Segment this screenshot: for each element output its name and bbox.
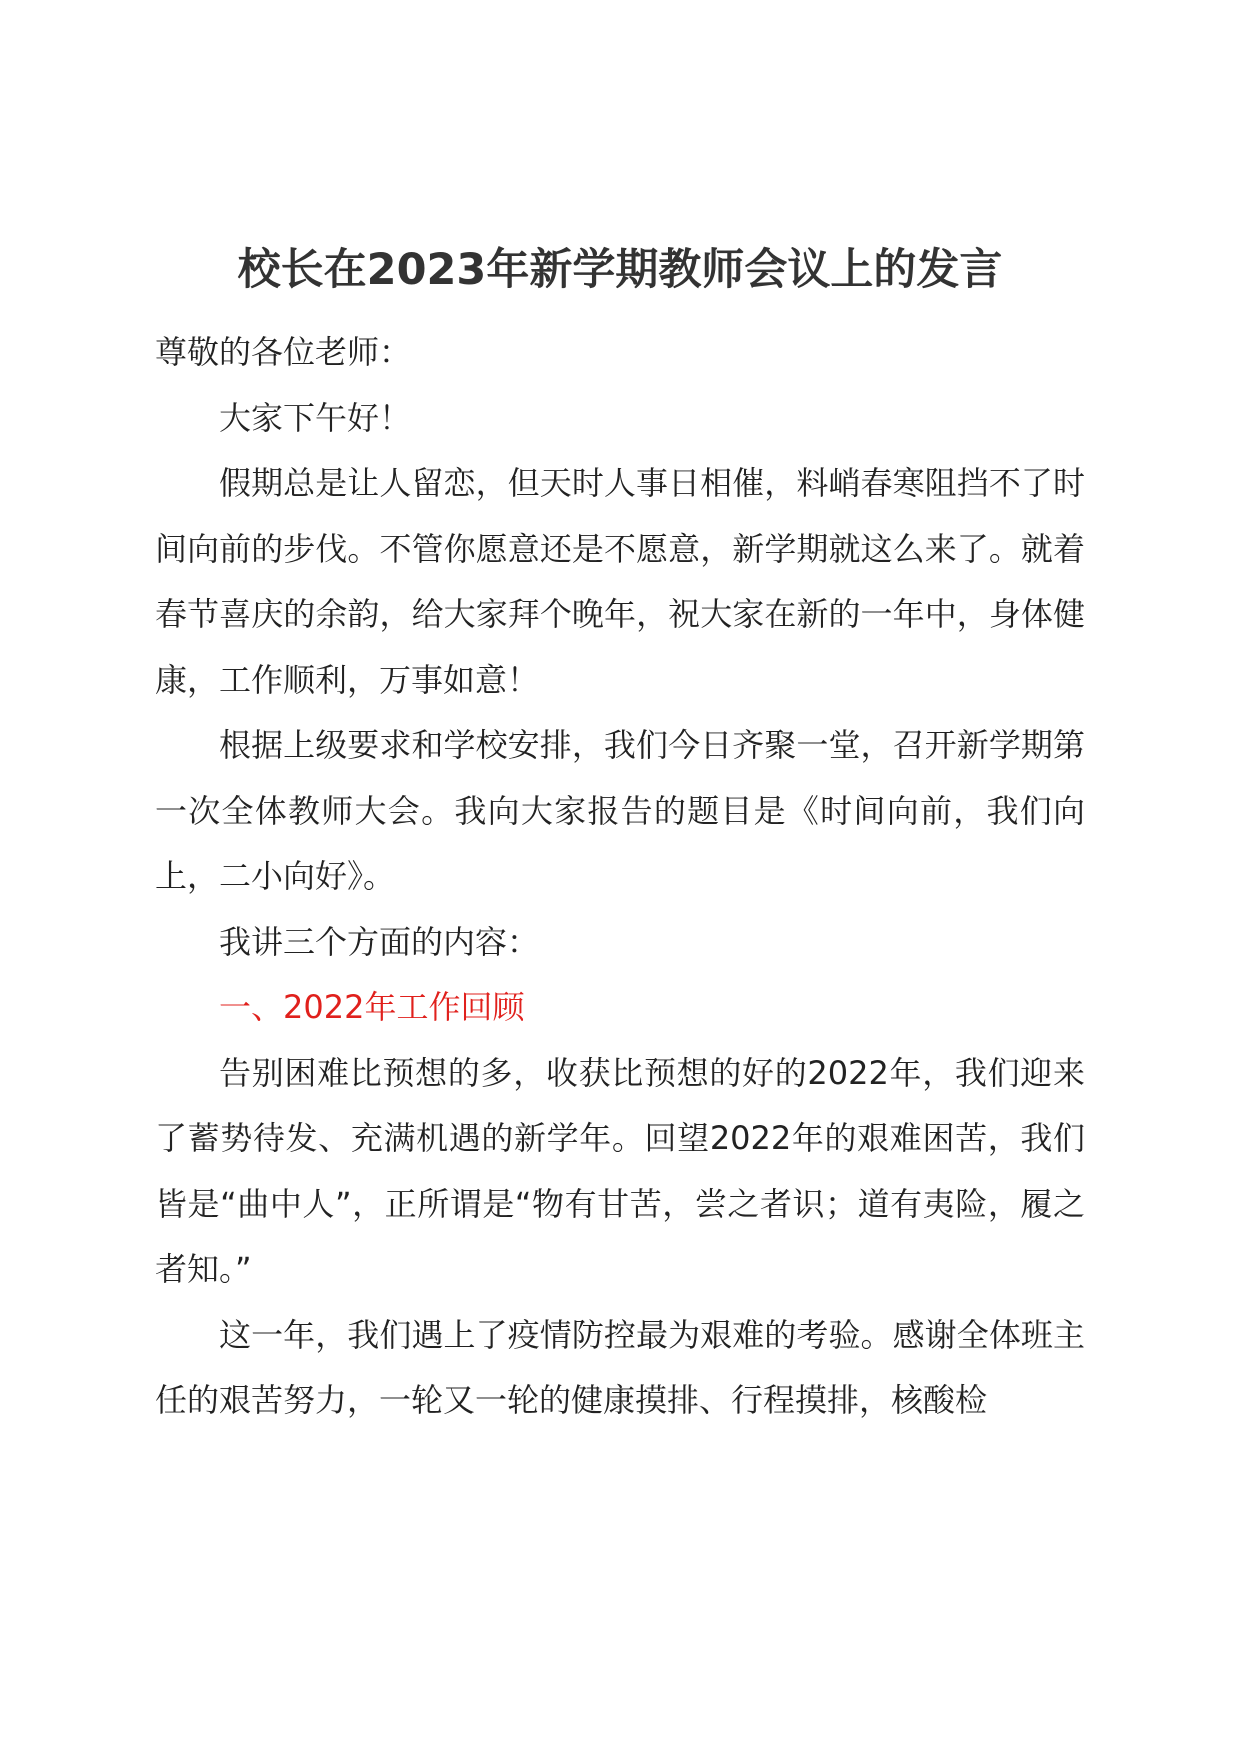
paragraph-review: 告别困难比预想的多，收获比预想的好的2022年，我们迎来了蓄势待发、充满机遇的新学年。回望2022年的艰难困苦，我们皆是“曲中人”，正所谓是“物有甘苦，尝之者识；道有夷险，履之者知。” [155,1053,1085,1288]
paragraph-holiday: 假期总是让人留恋，但天时人事日相催，料峭春寒阻挡不了时间向前的步伐。不管你愿意还是不愿意，新学期就这么来了。就着春节喜庆的余韵，给大家拜个晚年，祝大家在新的一年中，身体健康，工作顺利，万事如意！ [155,464,1085,699]
document-page [155,240,1085,1434]
salutation: 尊敬的各位老师： [155,333,412,371]
paragraph-meeting: 根据上级要求和学校安排，我们今日齐聚一堂，召开新学期第一次全体教师大会。我向大家报告的题目是《时间向前，我们向上，二小向好》。 [155,726,1085,895]
paragraph-epidemic: 这一年，我们遇上了疫情防控最为艰难的考验。感谢全体班主任的艰苦努力，一轮又一轮的健康摸排、行程摸排，核酸检 [155,1315,1085,1419]
document-title: 校长在2023年新学期教师会议上的发言 [237,245,1003,295]
greeting: 大家下午好！ [219,398,412,437]
paragraph-outline: 我讲三个方面的内容： [219,922,540,961]
section-heading-2022-review: 一、2022年工作回顾 [219,988,525,1026]
